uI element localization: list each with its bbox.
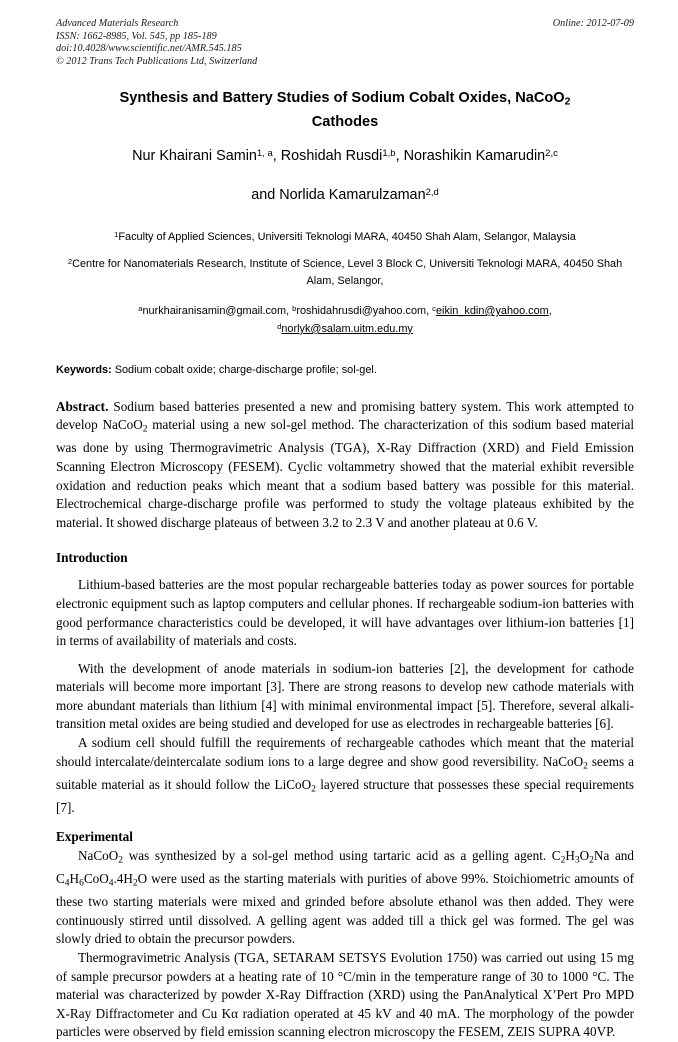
formula-subscript: 4 — [64, 878, 70, 889]
email-marker: c — [432, 304, 436, 313]
formula-subscript: 2 — [132, 878, 138, 889]
keywords-value: Sodium cobalt oxide; charge-discharge profile; sol-gel. — [114, 363, 377, 376]
author-line-2 — [68, 182, 622, 206]
formula-subscript: 2 — [118, 855, 124, 866]
email-address[interactable]: roshidahrusdi@yahoo.com — [296, 304, 427, 317]
experimental-paragraph-2: Thermogravimetric Analysis (TGA, SETARAM SETSYS Evolution 1750) was carried out using 15 mg of sample precursor powders at a heating rate of 10 °C/min in the temperature range of 30 to 1000 °C. The material was characterized by powder X-Ray Diffraction (XRD) using the PanAnalytical X’Pert Pro MPD X-Ray Diffractometer and Cu Kα radiation operated at 45 kV and 40 mA. The morphology of the powder particles were observed by field emission scanning electron microscopy the FESEM, ZEIS SUPRA 40VP. — [56, 949, 634, 1040]
author-separator: , — [395, 148, 404, 165]
affiliation-text: Centre for Nanomaterials Research, Institute of Science, Level 3 Block C, Universiti Teknologi MARA, 40450 Shah Alam, Selangor, — [72, 258, 623, 287]
author-conjunction: and — [251, 187, 280, 204]
paragraph-segment: H — [69, 871, 80, 887]
formula-subscript: 2 — [311, 784, 316, 794]
paragraph-segment: O were used as the starting materials with purities of above 99%. Stoichiometric amounts of these two starting materials were mixed and grinded before absolute ethanol was then added. They were continuously stirred until dissolved. A gelling agent was added till a thick gel was formed. The gel was slowly dried to obtain the precursor powders. — [56, 871, 634, 947]
abstract-label: Abstract. — [56, 398, 109, 414]
formula-subscript: 4 — [108, 878, 114, 889]
paragraph-segment: .4H — [113, 871, 133, 887]
formula-subscript: 2 — [560, 855, 566, 866]
journal-name: Advanced Materials Research — [56, 18, 179, 29]
author-affil-marker: 2,c — [545, 148, 558, 160]
section-heading-introduction: Introduction — [56, 550, 128, 566]
formula-subscript: 2 — [583, 761, 588, 772]
formula-subscript: 3 — [574, 855, 580, 866]
author-affil-marker: 1, a — [256, 148, 273, 160]
online-date: Online: 2012-07-09 — [552, 18, 634, 29]
affiliation-text: Faculty of Applied Sciences, Universiti Teknologi MARA, 40450 Shah Alam, Selangor, Malaysia — [118, 231, 576, 244]
keywords-label: Keywords: — [56, 363, 112, 376]
email-address-link[interactable]: norlyk@salam.uitm.edu.my — [281, 322, 413, 335]
email-marker: b — [292, 304, 297, 313]
author-name: Roshidah Rusdi — [280, 148, 383, 165]
email-separator: , — [286, 304, 293, 317]
journal-issn-line: ISSN: 1662-8985, Vol. 545, pp 185-189 — [56, 30, 217, 42]
journal-copyright-line: © 2012 Trans Tech Publications Ltd, Switzerland — [56, 55, 258, 67]
email-address-link[interactable]: eikin_kdin@yahoo.com — [435, 304, 549, 317]
formula-subscript: 6 — [79, 878, 84, 889]
journal-doi-line: doi:10.4028/www.scientific.net/AMR.545.185 — [56, 43, 242, 55]
experimental-paragraph-1 — [56, 847, 634, 949]
paragraph-segment: CoO — [83, 871, 109, 887]
abstract-segment: Sodium based batteries presented a new and promising battery system. This work attempted to develop NaCoO — [56, 398, 634, 433]
author-name: Norlida Kamarulzaman — [279, 187, 426, 204]
author-name: Norashikin Kamarudin — [403, 148, 546, 165]
affiliation-list — [64, 226, 626, 290]
paragraph-segment: was synthesized by a sol-gel method using tartaric acid as a gelling agent. C — [123, 848, 561, 864]
journal-header — [56, 18, 634, 76]
paragraph-segment: Na and C — [56, 848, 634, 887]
author-affil-marker: 1,b — [382, 148, 396, 160]
email-marker: d — [277, 321, 282, 331]
abstract-block — [56, 398, 634, 533]
email-list — [74, 301, 616, 337]
email-marker: a — [138, 304, 143, 313]
author-line-1 — [132, 148, 558, 164]
author-affil-marker: 2,d — [425, 187, 439, 199]
paragraph-segment: H — [565, 848, 575, 864]
affiliation-item — [64, 253, 626, 290]
page-title — [86, 88, 604, 132]
author-separator: , — [272, 148, 281, 165]
affiliation-marker: 1 — [114, 230, 119, 240]
email-separator: , — [548, 304, 552, 317]
author-name: Nur Khairani Samin — [132, 148, 257, 165]
author-list — [68, 144, 622, 207]
paragraph-segment: NaCoO — [78, 848, 119, 864]
abstract-subscript: 2 — [142, 424, 148, 435]
paragraph-segment: A sodium cell should fulfill the requirements of rechargeable cathodes which meant that the material should intercalate/deintercalate sodium ions to a large degree and show good reversibility. NaCoO — [56, 735, 634, 769]
introduction-paragraph-2: With the development of anode materials in sodium-ion batteries [2], the development for cathode materials will become more important [3]. There are strong reasons to develop new cathode materials with more abundant materials than lithium [4] with minimal environmental impact [5]. Therefore, several alkali-transition metal oxides are being studied and developed for use as electrodes in rechargeable batteries [6]. — [56, 660, 634, 732]
title-part-2: Cathodes — [311, 113, 379, 130]
title-subscript: 2 — [564, 95, 571, 108]
affiliation-item — [64, 226, 626, 246]
affiliation-marker: 2 — [67, 257, 73, 267]
formula-subscript: 2 — [589, 855, 594, 866]
abstract-segment: material using a new sol-gel method. The characterization of this sodium based material was done by using Thermogravimetric Analysis (TGA), X-Ray Diffraction (XRD) and Field Emission Scanning Electron Microscopy (FESEM). Cyclic voltammetry showed that the material exhibit reversible oxidation and reduction peaks which meant that a sodium based battery was possible for this material. Electrochemical charge-discharge profile was performed to study the voltage plateaus exhibited by the material. It showed discharge plateaus of between 3.2 to 2.3 V and another plateau at 0.6 V. — [56, 417, 634, 530]
introduction-paragraph-1: Lithium-based batteries are the most popular rechargeable batteries today as power sources for portable electronic equipment such as laptop computers and cellular phones. If rechargeable sodium-ion batteries with good performance characteristics could be developed, it will have advantages over lithium-ion batteries [1] in terms of availability of materials and costs. — [56, 577, 634, 649]
paragraph-segment: O — [579, 848, 590, 864]
paragraph-segment: seems a suitable material as it should follow the LiCoO — [56, 753, 634, 792]
title-part-1: Synthesis and Battery Studies of Sodium Cobalt Oxides, NaCoO — [119, 90, 565, 106]
email-address[interactable]: nurkhairanisamin@gmail.com — [142, 304, 287, 317]
keywords-line — [56, 363, 634, 378]
section-heading-experimental: Experimental — [56, 829, 133, 845]
paragraph-segment: layered structure that possesses these special requirements [7]. — [56, 776, 634, 815]
introduction-paragraph-3 — [56, 734, 634, 817]
email-separator: , — [426, 304, 433, 317]
